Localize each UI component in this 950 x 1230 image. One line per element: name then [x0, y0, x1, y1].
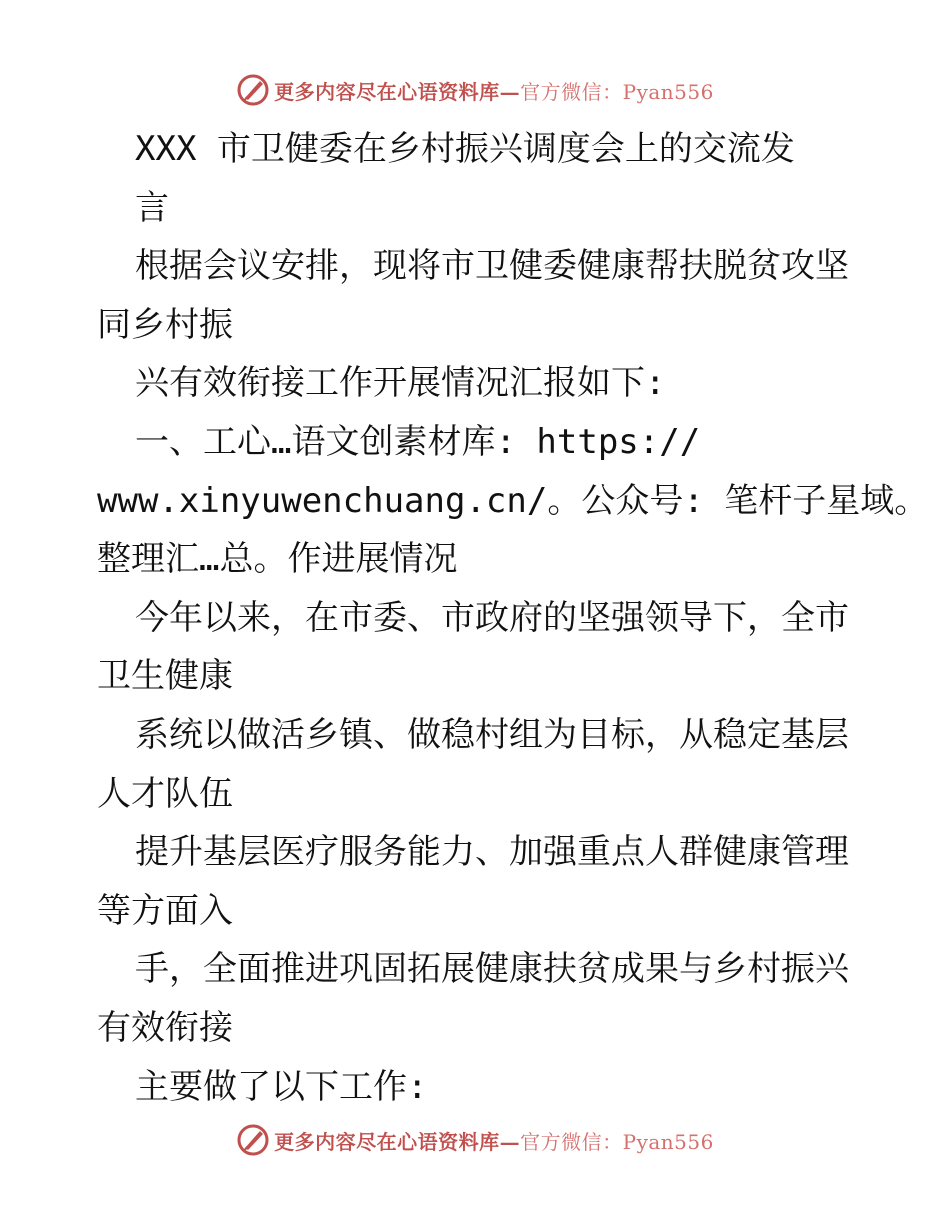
document-line: 手，全面推进巩固拓展健康扶贫成果与乡村振兴	[135, 949, 849, 990]
quill-circle-logo-icon	[236, 73, 270, 107]
header-banner	[0, 70, 950, 110]
footer-banner-wechat: 官方微信：Pyan556	[520, 1129, 714, 1154]
header-banner-text	[274, 76, 714, 105]
document-line: XXX 市卫健委在乡村振兴调度会上的交流发	[135, 129, 795, 169]
document-line: 提升基层医疗服务能力、加强重点人群健康管理	[135, 832, 849, 873]
document-line: 人才队伍	[97, 773, 233, 814]
document-line: 有效衔接	[97, 1007, 233, 1048]
footer-banner	[0, 1120, 950, 1160]
document-line: 主要做了以下工作:	[135, 1066, 428, 1107]
header-banner-main: 更多内容尽在心语资料库—	[274, 79, 521, 104]
document-line: 卫生健康	[97, 656, 233, 697]
footer-banner-text	[274, 1126, 714, 1155]
document-line: 等方面入	[97, 890, 233, 931]
document-line: www.xinyuwenchuang.cn/。公众号: 笔杆子星域。	[97, 480, 929, 521]
document-line: 同乡村振	[97, 304, 233, 345]
document-line: 言	[135, 187, 169, 228]
document-line: 系统以做活乡镇、做稳村组为目标，从稳定基层	[135, 714, 849, 755]
footer-banner-main: 更多内容尽在心语资料库—	[274, 1129, 521, 1154]
quill-circle-logo-icon	[236, 1123, 270, 1157]
document-line: 根据会议安排，现将市卫健委健康帮扶脱贫攻坚	[135, 246, 849, 287]
header-banner-wechat: 官方微信：Pyan556	[520, 79, 714, 104]
document-line: 兴有效衔接工作开展情况汇报如下:	[135, 363, 666, 404]
document-line: 整理汇…总。作进展情况	[97, 539, 458, 580]
document-line: 一、工心…语文创素材库: https://	[135, 421, 701, 462]
document-line: 今年以来，在市委、市政府的坚强领导下，全市	[135, 597, 849, 638]
document-body	[97, 120, 929, 1116]
